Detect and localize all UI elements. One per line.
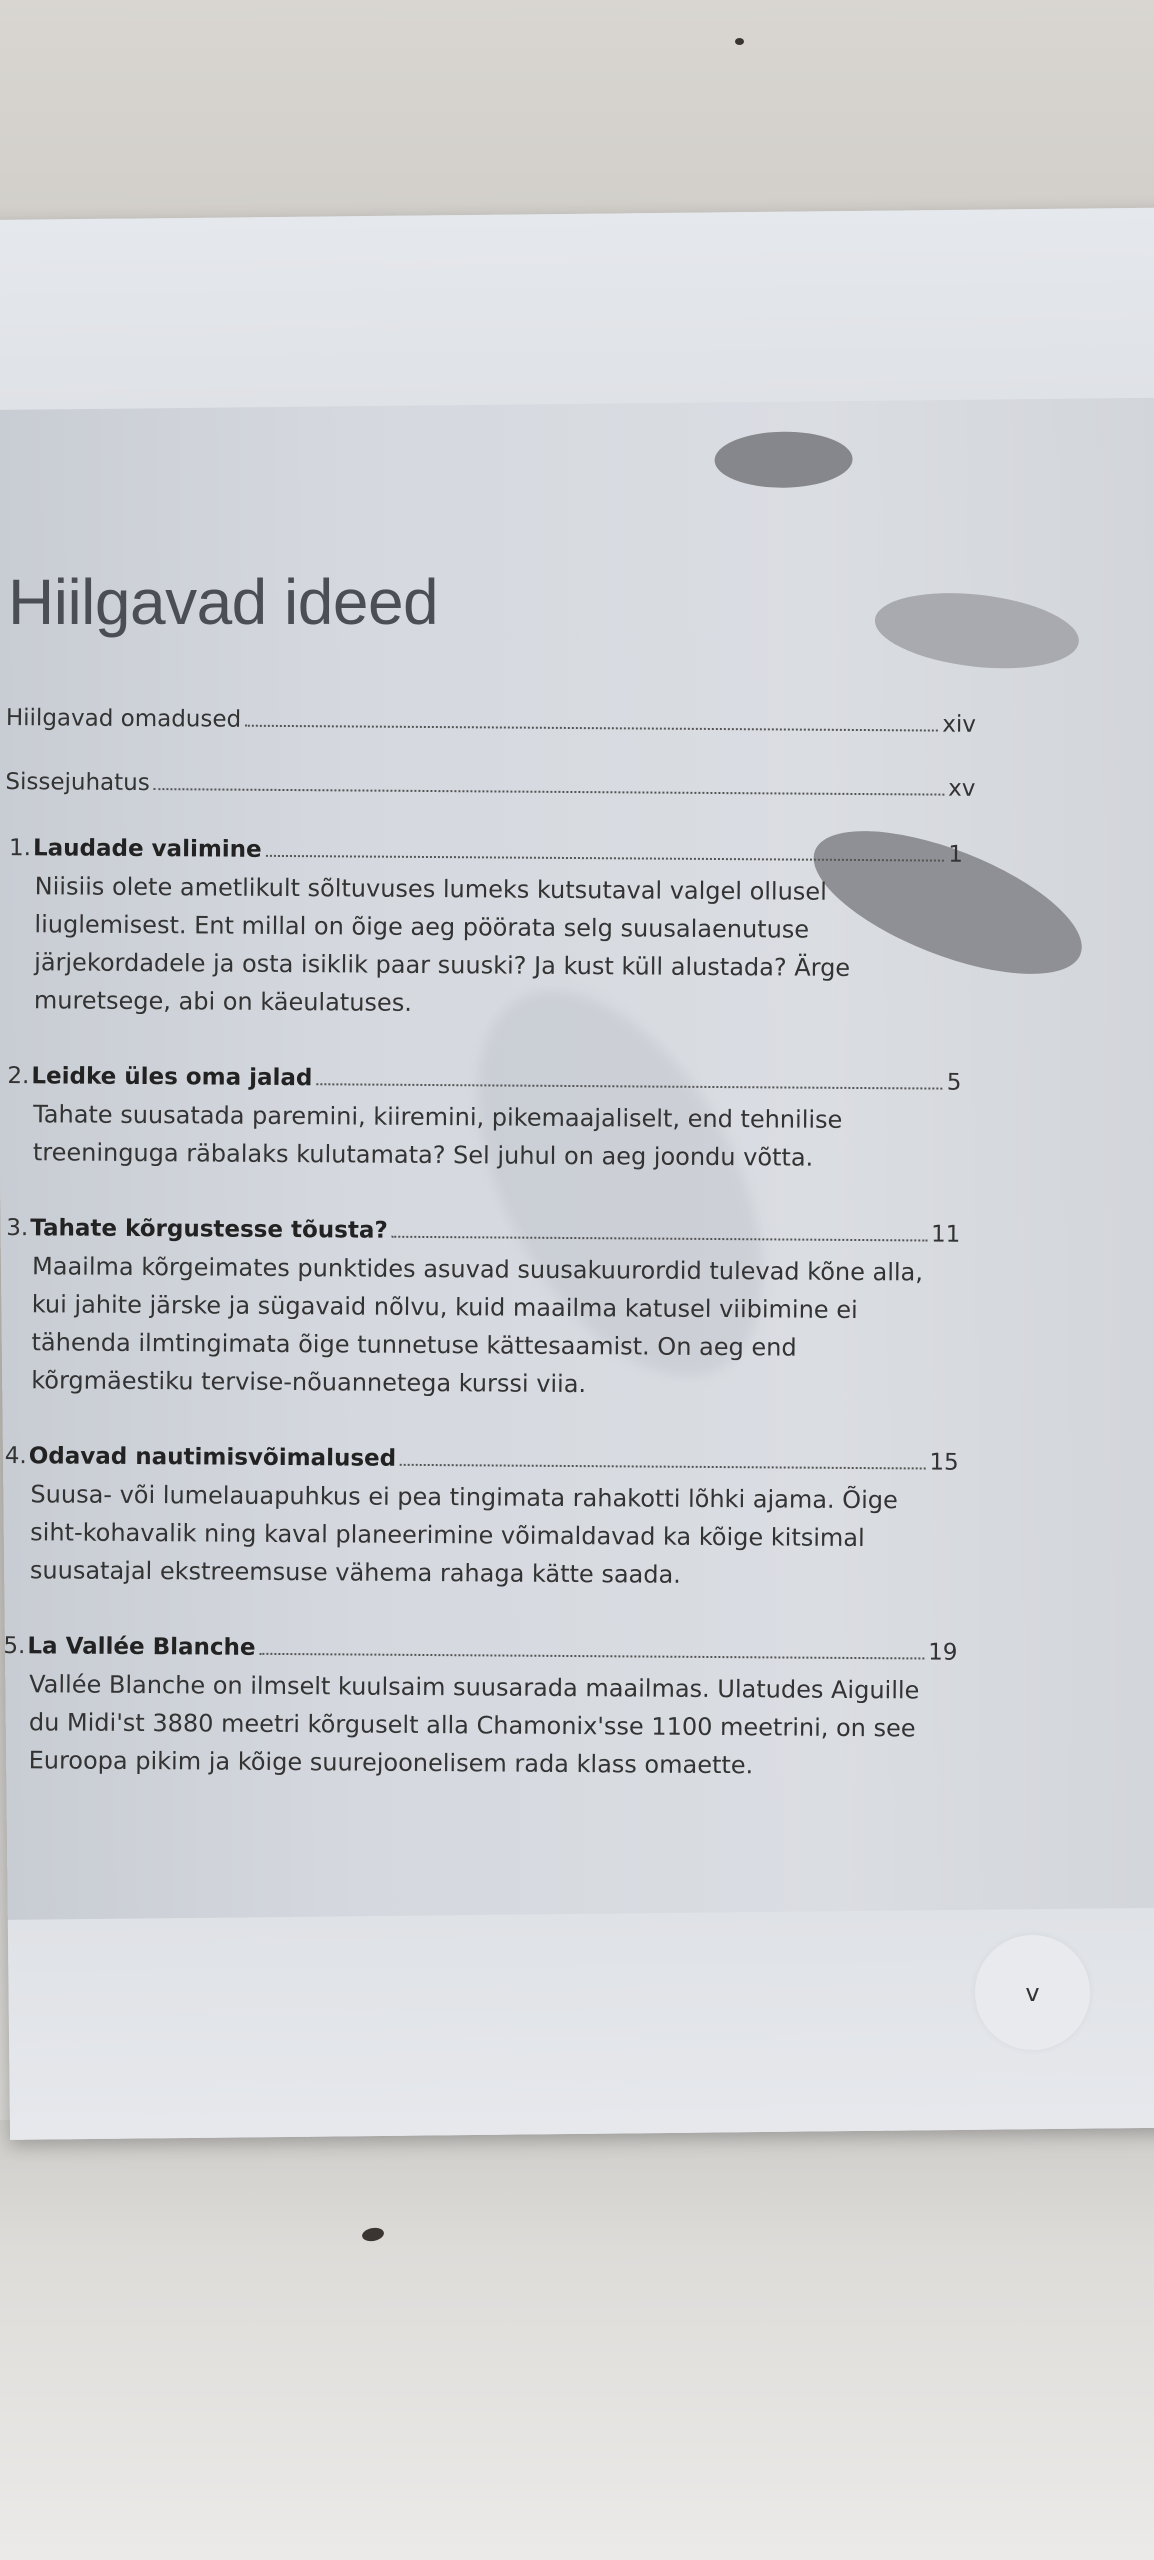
chapter-number: 3. [6,1215,29,1242]
chapter-entry [0,1443,985,1596]
chapter-title: La Vallée Blanche [27,1633,256,1661]
chapter-heading-line [31,1063,961,1095]
tablecloth [0,2120,1154,2560]
chapter-description: Maailma kõrgeimates punktides asuvad suusakuurordid tulevad kõne alla, kui jahite järske ja sügavaid nõlvu, kuid maailma katusel viibimine ei tähenda ilmtingimata õige tunnetuse kättesaamist. On aeg end kõrgmäestiku tervise-nõuannetega kurssi viia. [31,1252,924,1399]
chapter-description: Tahate suusatada paremini, kiiremini, pikemaajaliselt, end tehnilise treeninguga räbalaks kulutamata? Sel juhul on aeg joondu võtta. [32,1100,843,1172]
chapter-heading-line [30,1215,960,1247]
toc-page-number: xiv [942,711,976,738]
leader-dots [245,725,938,732]
chapter-page-number: 19 [928,1639,958,1666]
chapter-entry [0,1063,987,1178]
toc-front-label: Sissejuhatus [5,769,150,797]
dark-ellipse-decoration [714,431,853,488]
page-bottom-band [8,1908,1154,2140]
chapter-page-number: 11 [930,1221,961,1248]
leader-dots [260,1653,925,1660]
page-top-band [0,208,1154,410]
chapter-title: Laudade valimine [32,835,262,863]
toc-front-item [5,769,975,802]
toc-page-number: xv [948,775,976,802]
grey-ellipse-decoration [871,583,1083,677]
chapter-number: 5. [3,1633,26,1660]
chapter-number: 2. [7,1063,30,1090]
toc-front-label: Hiilgavad omadused [5,705,242,733]
chapter-heading-line [33,835,963,867]
page-title: Hiilgavad ideed [8,566,439,638]
chapter-entry [0,1215,986,1406]
leader-dots [266,855,945,862]
table-of-contents [0,705,990,1786]
chapter-title: Odavad nautimisvõimalused [28,1443,397,1472]
chapter-number: 4. [4,1443,27,1470]
chapter-page-number: 1 [948,841,964,868]
chapter-page-number: 15 [929,1449,959,1476]
chapter-entry [0,1633,983,1786]
chapter-heading-line [27,1633,957,1665]
leader-dots [392,1236,927,1242]
chapter-description: Vallée Blanche on ilmselt kuulsaim suusarada maailmas. Ulatudes Aiguille du Midi'st 3880 meetri kõrguselt alla Chamonix'sse 1100 meetrini, on see Euroopa pikim ja kõige suurejoonelisem rada klass omaette. [28,1670,920,1780]
chapter-heading-line [29,1443,959,1475]
chapter-number: 1. [8,835,32,862]
dust-speck [735,38,744,45]
chapter-page-number: 5 [946,1069,962,1096]
leader-dots [154,788,944,796]
chapter-entry [0,835,989,1026]
chapter-title: Leidke üles oma jalad [31,1063,313,1092]
page-folio: v [975,1935,1090,2050]
toc-front-item [6,705,976,738]
leader-dots [400,1464,925,1470]
chapter-title: Tahate kõrgustesse tõusta? [30,1215,388,1244]
chapter-description: Suusa- või lumelauapuhkus ei pea tingimata rahakotti lõhki ajama. Õige siht-kohavalik ning kaval planeerimine võimaldavad ka kõige kitsimal suusatajal ekstreemsuse vähema rahaga kätte saada. [29,1480,898,1589]
leader-dots [316,1083,942,1089]
chapter-description: Niisiis olete ametlikult sõltuvuses lumeks kutsutaval valgel ollusel liuglemisest. Ent millal on õige aeg pöörata selg suusalaenutuse järjekordadele ja osta isiklik paar suuski? Ja kust küll alustada? Ärge muretsege, abi on käeulatuses. [33,872,851,1017]
